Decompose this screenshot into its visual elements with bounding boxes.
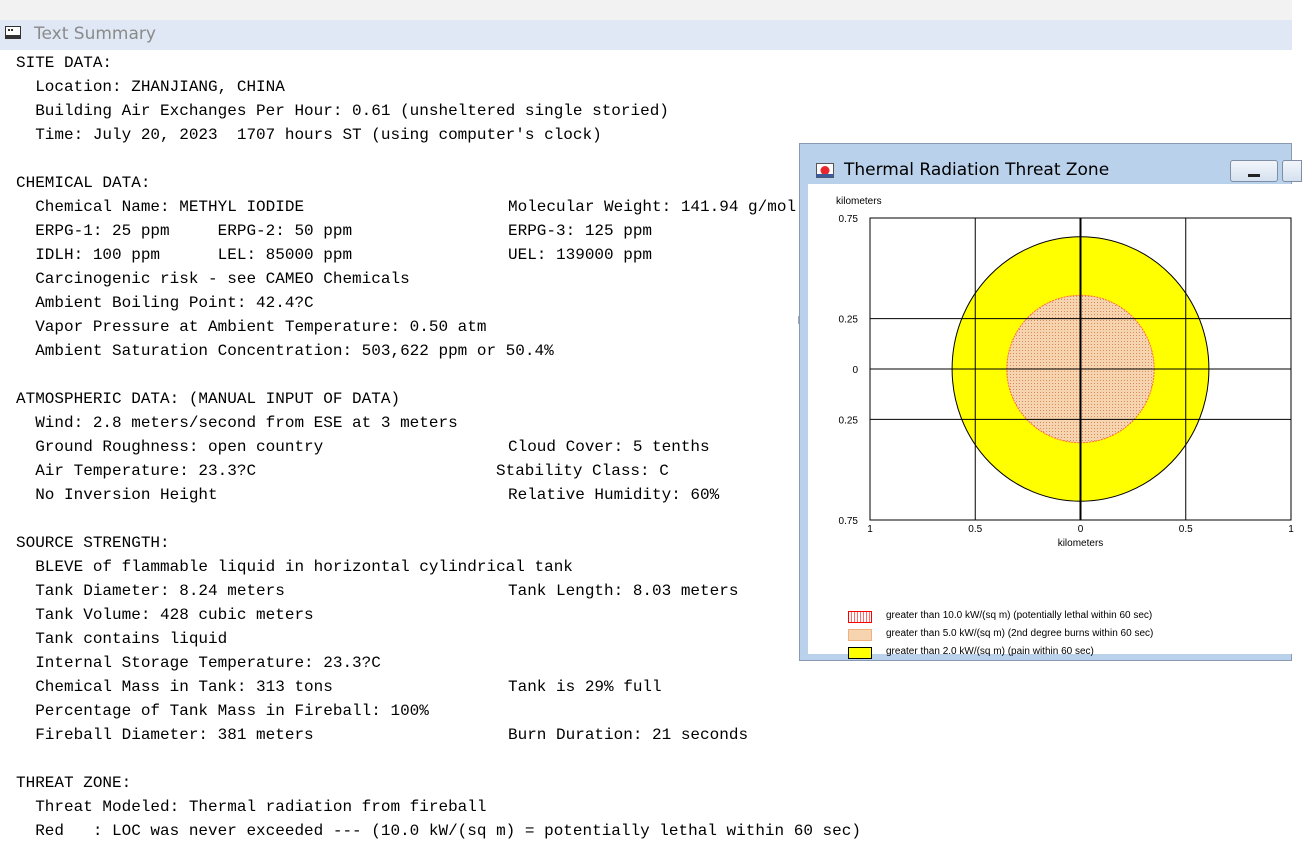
x-axis-label: kilometers (1057, 538, 1104, 549)
minimize-icon (1248, 174, 1260, 177)
summary-text: Internal Storage Temperature: 23.3?C (16, 654, 381, 672)
summary-line (16, 123, 861, 147)
summary-line (16, 411, 861, 435)
x-tick-label: 0.5 (968, 524, 983, 535)
summary-text: Red : LOC was never exceeded --- (10.0 kW/(sq m) = potentially lethal within 60 sec) (16, 822, 861, 840)
threat-zone-plot-area (808, 184, 1298, 657)
text-summary-body[interactable] (16, 51, 861, 843)
summary-text: Carcinogenic risk - see CAMEO Chemicals (16, 270, 410, 288)
summary-line (16, 555, 861, 579)
legend-label-red: greater than 10.0 kW/(sq m) (potentially lethal within 60 sec) (886, 610, 1153, 621)
summary-text: Chemical Name: METHYL IODIDE (16, 198, 305, 216)
summary-text: No Inversion Height (16, 486, 218, 504)
summary-text: Tank contains liquid (16, 630, 228, 648)
legend-label-orange: greater than 5.0 kW/(sq m) (2nd degree burns within 60 sec) (886, 628, 1154, 639)
summary-line (16, 651, 861, 675)
legend-label-yellow: greater than 2.0 kW/(sq m) (pain within 60 sec) (886, 646, 1094, 657)
summary-line (16, 315, 861, 339)
summary-line (16, 267, 861, 291)
summary-line (16, 627, 861, 651)
y-tick-label: 0.25 (838, 415, 858, 427)
summary-text-col2: Burn Duration: 21 seconds (508, 726, 749, 744)
text-summary-titlebar[interactable] (0, 20, 1292, 50)
x-tick-label: 1 (867, 524, 873, 535)
summary-text: Threat Modeled: Thermal radiation from fireball (16, 798, 487, 816)
summary-text: Fireball Diameter: 381 meters (16, 726, 314, 744)
y-tick-label: 0.25 (838, 314, 858, 326)
summary-text: Location: ZHANJIANG, CHINA (16, 78, 285, 96)
summary-text: Time: July 20, 2023 1707 hours ST (using computer's clock) (16, 126, 602, 144)
summary-text-col2: Tank Length: 8.03 meters (508, 582, 739, 600)
y-axis-label: kilometers (836, 196, 882, 207)
summary-text: Percentage of Tank Mass in Fireball: 100% (16, 702, 429, 720)
summary-line (16, 363, 861, 387)
summary-text: Tank Diameter: 8.24 meters (16, 582, 285, 600)
legend-swatch-red (848, 611, 872, 623)
summary-line (16, 507, 861, 531)
summary-text: Building Air Exchanges Per Hour: 0.61 (unsheltered single storied) (16, 102, 669, 120)
summary-line (16, 387, 861, 411)
summary-line (16, 531, 861, 555)
summary-text: Tank Volume: 428 cubic meters (16, 606, 314, 624)
summary-text: BLEVE of flammable liquid in horizontal cylindrical tank (16, 558, 573, 576)
popup-title: Thermal Radiation Threat Zone (844, 160, 1110, 180)
summary-line (16, 483, 861, 507)
summary-line (16, 795, 861, 819)
summary-line (16, 771, 861, 795)
summary-text-col2: Tank is 29% full (508, 678, 662, 696)
summary-line (16, 747, 861, 771)
summary-text: THREAT ZONE: (16, 774, 132, 792)
summary-text-col2: Molecular Weight: 141.94 g/mol (508, 198, 797, 216)
summary-line (16, 75, 861, 99)
text-window-icon (5, 26, 21, 39)
summary-text-col2: Relative Humidity: 60% (508, 486, 720, 504)
threat-zone-window[interactable] (799, 143, 1292, 661)
x-tick-label: 0.5 (1178, 524, 1193, 535)
summary-line (16, 603, 861, 627)
summary-text: Vapor Pressure at Ambient Temperature: 0.50 atm (16, 318, 487, 336)
summary-text: Ambient Boiling Point: 42.4?C (16, 294, 314, 312)
threat-zone-chart (808, 184, 1298, 654)
x-tick-label: 1 (1288, 524, 1294, 535)
summary-text: Ground Roughness: open country (16, 438, 324, 456)
summary-line (16, 819, 861, 843)
summary-text: IDLH: 100 ppm LEL: 85000 ppm (16, 246, 353, 264)
summary-text: CHEMICAL DATA: (16, 174, 151, 192)
summary-line (16, 339, 861, 363)
summary-line (16, 171, 861, 195)
summary-text-col2: ERPG-3: 125 ppm (508, 222, 653, 240)
y-tick-label: 0.75 (838, 214, 858, 225)
summary-line (16, 147, 861, 171)
summary-line (16, 459, 861, 483)
window-title: Text Summary (34, 24, 156, 44)
maximize-button[interactable] (1282, 160, 1302, 182)
summary-text: SITE DATA: (16, 54, 113, 72)
summary-text: ERPG-1: 25 ppm ERPG-2: 50 ppm (16, 222, 353, 240)
legend-swatch-yellow (848, 647, 872, 659)
summary-text: Air Temperature: 23.3?C (16, 462, 257, 480)
summary-line (16, 219, 861, 243)
summary-text: Wind: 2.8 meters/second from ESE at 3 meters (16, 414, 458, 432)
summary-text-col2: Stability Class: C (496, 462, 669, 480)
summary-line (16, 195, 861, 219)
summary-line (16, 699, 861, 723)
summary-text-col2: Cloud Cover: 5 tenths (508, 438, 710, 456)
summary-text: Ambient Saturation Concentration: 503,622 ppm or 50.4% (16, 342, 554, 360)
y-tick-label: 0.75 (838, 516, 858, 527)
legend-swatch-orange (848, 629, 872, 641)
summary-line (16, 243, 861, 267)
x-tick-label: 0 (1077, 524, 1084, 535)
summary-text: Chemical Mass in Tank: 313 tons (16, 678, 333, 696)
threat-zone-icon (816, 163, 834, 178)
summary-line (16, 291, 861, 315)
summary-text: ATMOSPHERIC DATA: (MANUAL INPUT OF DATA) (16, 390, 401, 408)
summary-text: SOURCE STRENGTH: (16, 534, 170, 552)
summary-text-col2: UEL: 139000 ppm (508, 246, 653, 264)
summary-line (16, 579, 861, 603)
summary-line (16, 99, 861, 123)
summary-line (16, 435, 861, 459)
summary-line (16, 675, 861, 699)
summary-line (16, 51, 861, 75)
summary-line (16, 723, 861, 747)
y-tick-label: 0 (852, 365, 858, 376)
minimize-button[interactable] (1230, 160, 1278, 182)
parent-window-edge (0, 0, 1292, 21)
